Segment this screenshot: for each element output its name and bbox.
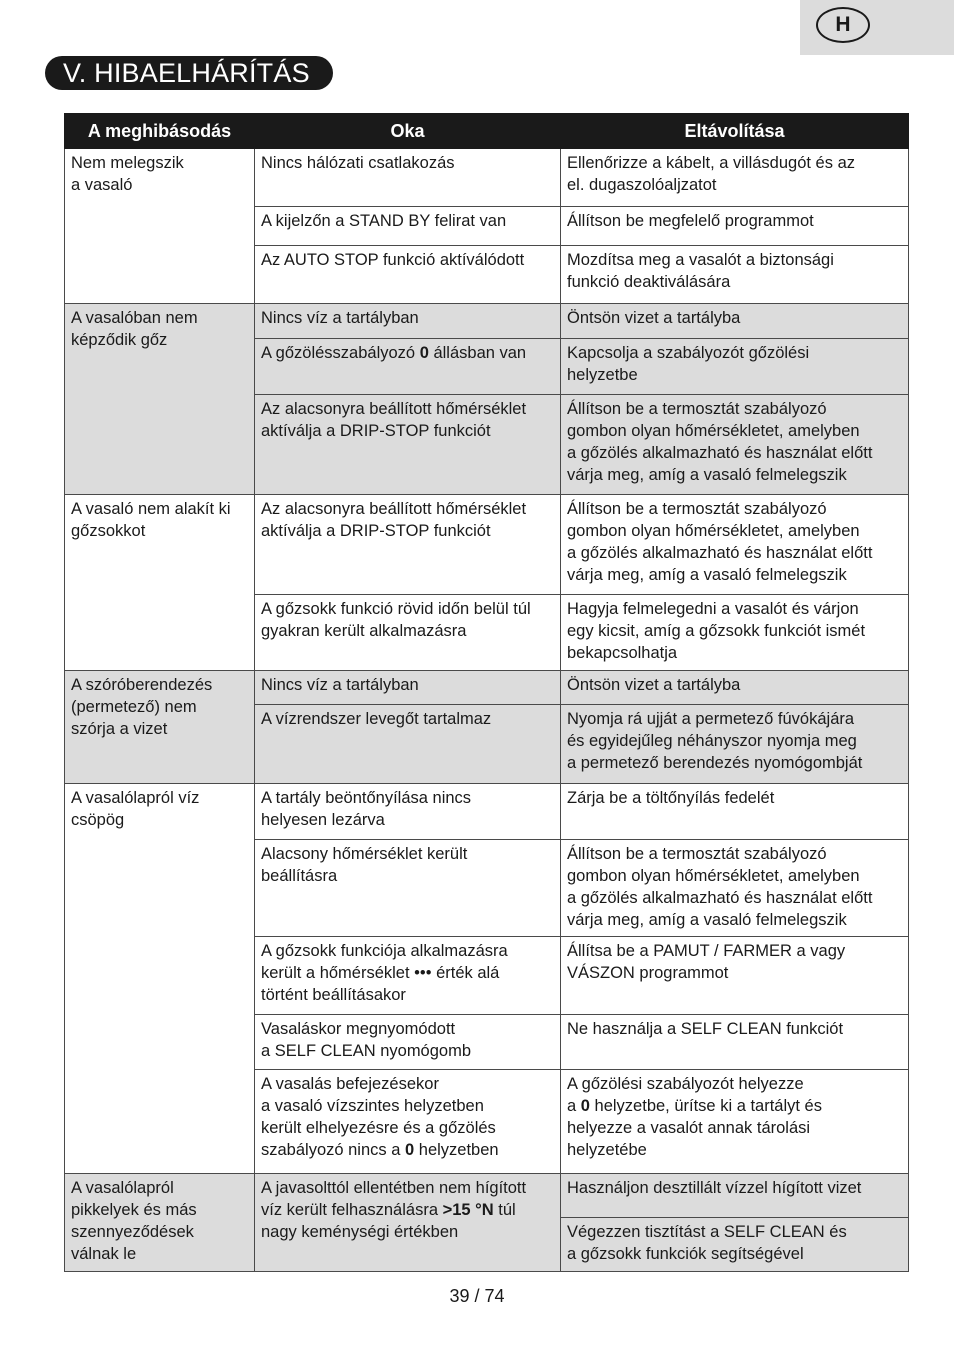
table-header-row bbox=[65, 114, 909, 149]
language-badge: H bbox=[816, 7, 870, 43]
fault-cell: A vasalólapról víz csöpög bbox=[65, 784, 255, 1174]
fix-cell: Ellenőrizze a kábelt, a villásdugót és az el. dugaszolóaljzatot bbox=[561, 149, 909, 207]
fix-cell: Kapcsolja a szabályozót gőzölési helyzetbe bbox=[561, 339, 909, 395]
cause-cell: A gőzölésszabályozó 0 állásban van bbox=[255, 339, 561, 395]
cause-cell: A gőzsokk funkció rövid időn belül túl gyakran került alkalmazásra bbox=[255, 595, 561, 671]
table-row bbox=[65, 784, 909, 840]
fault-cell: A vasalólapról pikkelyek és más szennyeződések válnak le bbox=[65, 1174, 255, 1272]
cause-cell: A tartály beöntőnyílása nincs helyesen lezárva bbox=[255, 784, 561, 840]
fix-cell: Nyomja rá ujját a permetező fúvókájára és egyidejűleg néhányszor nyomja meg a permetező berendezés nyomógombját bbox=[561, 705, 909, 784]
fix-cell: Állítson be a termosztát szabályozó gombon olyan hőmérsékletet, amelyben a gőzölés alkalmazható és használat előtt várja meg, amíg a vasaló felmelegszik bbox=[561, 395, 909, 495]
fix-cell: Végezzen tisztítást a SELF CLEAN és a gőzsokk funkciók segítségével bbox=[561, 1218, 909, 1272]
table-row bbox=[65, 671, 909, 705]
table-row bbox=[65, 149, 909, 207]
fix-cell: A gőzölési szabályozót helyezze a 0 helyzetbe, ürítse ki a tartályt és helyezze a vasalót annak tárolási helyzetébe bbox=[561, 1070, 909, 1174]
cause-cell: A vízrendszer levegőt tartalmaz bbox=[255, 705, 561, 784]
fix-cell: Zárja be a töltőnyílás fedelét bbox=[561, 784, 909, 840]
cause-cell: A javasolttól ellentétben nem hígított víz került felhasználásra >15 °N túl nagy keménységi értékben bbox=[255, 1174, 561, 1272]
fix-cell: Állítson be a termosztát szabályozó gombon olyan hőmérsékletet, amelyben a gőzölés alkalmazható és használat előtt várja meg, amíg a vasaló felmelegszik bbox=[561, 495, 909, 595]
cause-cell: Alacsony hőmérséklet került beállításra bbox=[255, 840, 561, 937]
fix-cell: Hagyja felmelegedni a vasalót és várjon egy kicsit, amíg a gőzsokk funkciót ismét bekapcsolhatja bbox=[561, 595, 909, 671]
header-cause: Oka bbox=[255, 114, 561, 149]
fix-cell: Állítson be a termosztát szabályozó gombon olyan hőmérsékletet, amelyben a gőzölés alkalmazható és használat előtt várja meg, amíg a vasaló felmelegszik bbox=[561, 840, 909, 937]
troubleshooting-table bbox=[64, 113, 909, 1272]
fix-cell: Állítson be megfelelő programmot bbox=[561, 207, 909, 246]
cause-cell: Nincs víz a tartályban bbox=[255, 304, 561, 339]
cause-cell: Vasaláskor megnyomódott a SELF CLEAN nyomógomb bbox=[255, 1015, 561, 1070]
fault-cell: A vasaló nem alakít ki gőzsokkot bbox=[65, 495, 255, 671]
fault-cell: Nem melegszik a vasaló bbox=[65, 149, 255, 304]
fix-cell: Használjon desztillált vízzel hígított vizet bbox=[561, 1174, 909, 1218]
cause-cell: Az AUTO STOP funkció aktíválódott bbox=[255, 246, 561, 304]
fix-cell: Öntsön vizet a tartályba bbox=[561, 304, 909, 339]
table-row bbox=[65, 1174, 909, 1218]
cause-cell: A gőzsokk funkciója alkalmazásra került a hőmérséklet ••• érték alá történt beállításakor bbox=[255, 937, 561, 1015]
fix-cell: Ne használja a SELF CLEAN funkciót bbox=[561, 1015, 909, 1070]
header-fault: A meghibásodás bbox=[65, 114, 255, 149]
table-row bbox=[65, 495, 909, 595]
cause-cell: A kijelzőn a STAND BY felirat van bbox=[255, 207, 561, 246]
cause-cell: Nincs víz a tartályban bbox=[255, 671, 561, 705]
header-fix: Eltávolítása bbox=[561, 114, 909, 149]
fix-cell: Állítsa be a PAMUT / FARMER a vagy VÁSZON programmot bbox=[561, 937, 909, 1015]
section-title: V. HIBAELHÁRÍTÁS bbox=[45, 56, 333, 90]
fault-cell: A vasalóban nem képződik gőz bbox=[65, 304, 255, 495]
fix-cell: Öntsön vizet a tartályba bbox=[561, 671, 909, 705]
table-row bbox=[65, 304, 909, 339]
fault-cell: A szóróberendezés (permetező) nem szórja a vizet bbox=[65, 671, 255, 784]
language-tab bbox=[800, 0, 954, 55]
cause-cell: Nincs hálózati csatlakozás bbox=[255, 149, 561, 207]
fix-cell: Mozdítsa meg a vasalót a biztonsági funkció deaktiválására bbox=[561, 246, 909, 304]
cause-cell: Az alacsonyra beállított hőmérséklet aktíválja a DRIP-STOP funkciót bbox=[255, 395, 561, 495]
cause-cell: A vasalás befejezésekor a vasaló vízszintes helyzetben került elhelyezésre és a gőzölés szabályozó nincs a 0 helyzetben bbox=[255, 1070, 561, 1174]
cause-cell: Az alacsonyra beállított hőmérséklet aktíválja a DRIP-STOP funkciót bbox=[255, 495, 561, 595]
page-number: 39 / 74 bbox=[449, 1286, 505, 1306]
